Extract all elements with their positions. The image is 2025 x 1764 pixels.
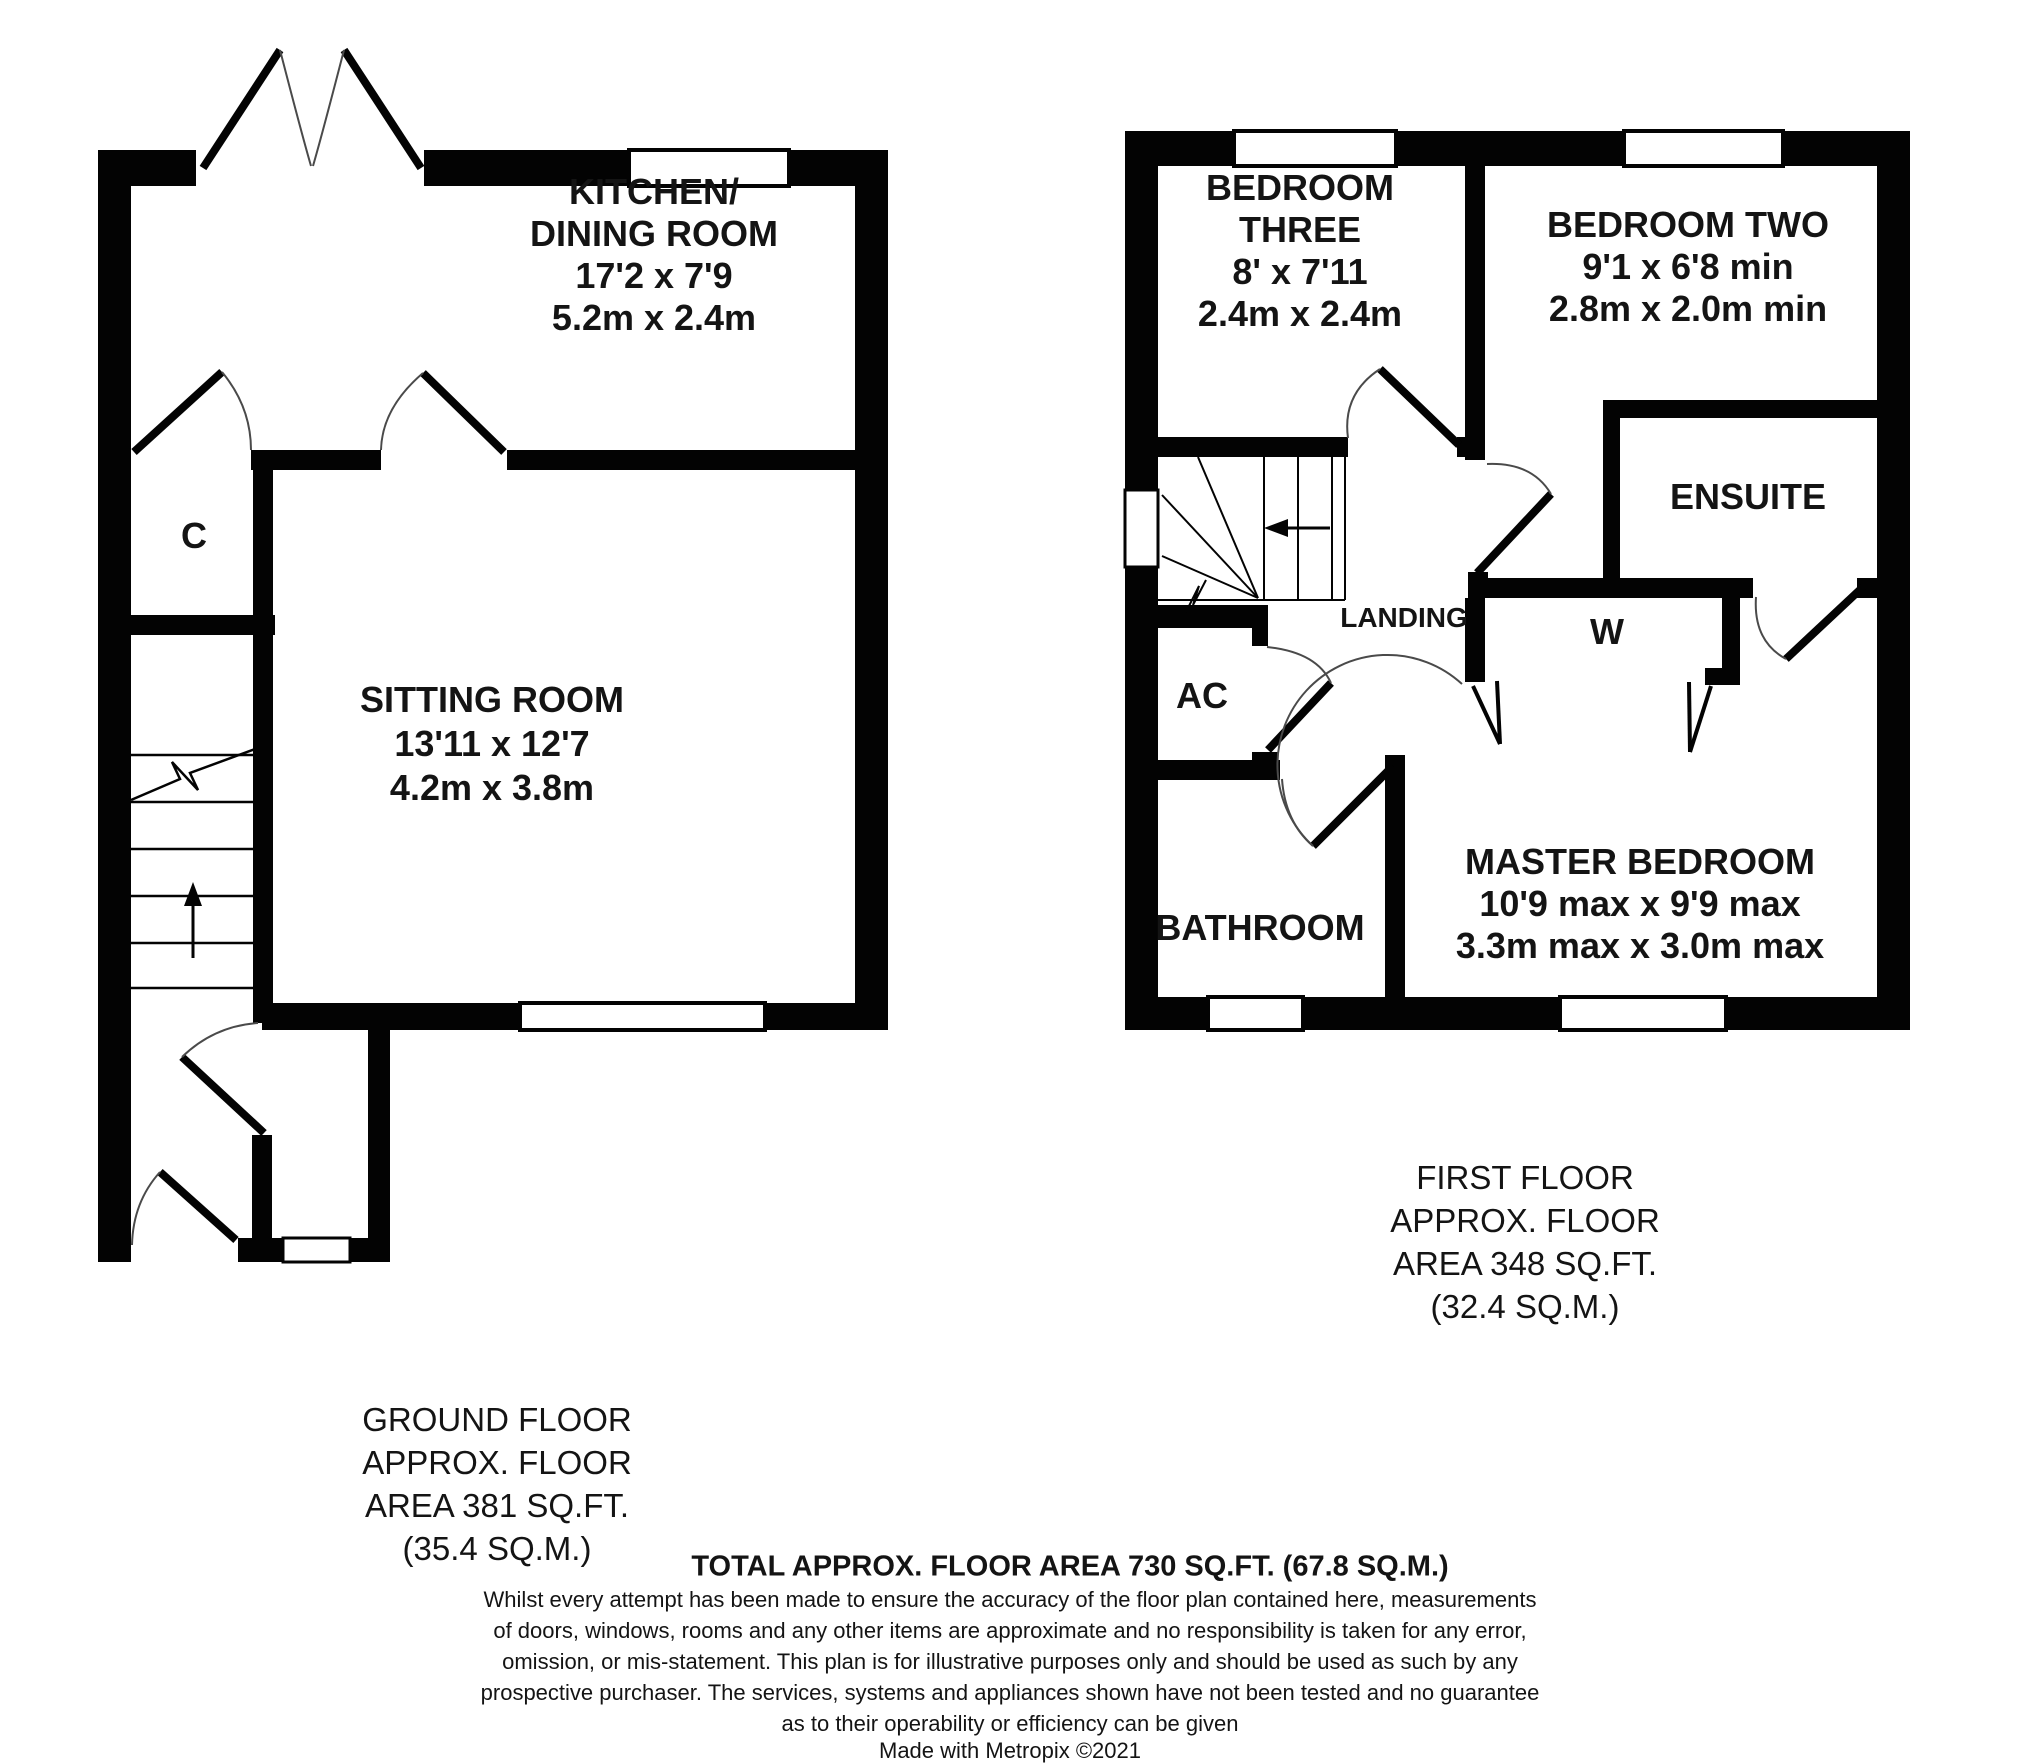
- ground-floor-stairs: [131, 749, 255, 988]
- bathroom-label: BATHROOM: [1155, 907, 1365, 948]
- gf-kitchen-door-leaf: [423, 373, 504, 452]
- first-floor-stairs: [1158, 457, 1345, 612]
- disclaimer-line-1: Whilst every attempt has been made to ensure the accuracy of the floor plan contained here, measurements: [483, 1587, 1537, 1612]
- ff-bathroom-door-swing: [1282, 779, 1313, 846]
- ff-bedroom3-south-wall: [1158, 437, 1348, 457]
- disclaimer-line-2: of doors, windows, rooms and any other items are approximate and no responsibility is taken for any error,: [493, 1618, 1527, 1643]
- gf-cupboard-door-leaf: [134, 372, 222, 452]
- ff-ac-door-jamb-top: [1252, 628, 1268, 646]
- kitchen-label-line2: DINING ROOM: [530, 213, 778, 254]
- gf-kitchen-divider-left: [251, 450, 381, 470]
- ff-left-wall-lower: [1125, 567, 1158, 1030]
- gf-kitchen-divider-right: [507, 450, 855, 470]
- ground-floor-doors: [132, 50, 504, 1245]
- ground-floor-caption-3: AREA 381 SQ.FT.: [364, 1487, 630, 1524]
- ff-stair-south-wall: [1125, 605, 1268, 628]
- gf-cupboard-wall: [131, 615, 275, 635]
- bedroom2-dims-imperial: 9'1 x 6'8 min: [1582, 246, 1794, 287]
- ground-floor-caption-1: GROUND FLOOR: [362, 1401, 632, 1438]
- ff-wardrobe-east-stub: [1705, 668, 1740, 685]
- first-floor-caption-1: FIRST FLOOR: [1416, 1159, 1634, 1196]
- gf-top-wall-right: [789, 150, 888, 186]
- ground-floor-caption-4: (35.4 SQ.M.): [402, 1530, 592, 1567]
- metropix-credit: Made with Metropix ©2021: [878, 1738, 1142, 1763]
- ff-bedroom3-door-jamb: [1457, 437, 1485, 457]
- first-floor-caption-2: APPROX. FLOOR: [1390, 1202, 1660, 1239]
- gf-bottom-wall-right: [765, 1003, 855, 1030]
- gf-french-door-left-leaf: [203, 50, 280, 168]
- gf-right-wall: [855, 186, 888, 1030]
- disclaimer-line-4: prospective purchaser. The services, systems and appliances shown have not been tested and no guarantee: [480, 1680, 1540, 1705]
- gf-porch-window: [283, 1238, 350, 1262]
- landing-label: LANDING: [1340, 602, 1468, 633]
- ff-master-west-wall: [1385, 755, 1405, 997]
- ff-bathroom-north-wall: [1125, 760, 1280, 780]
- gf-hall-door-leaf: [182, 1057, 264, 1133]
- ff-left-wall-upper: [1125, 166, 1158, 490]
- kitchen-dims-metric: 5.2m x 2.4m: [551, 297, 757, 338]
- ff-stair-window: [1125, 490, 1158, 567]
- master-dims-imperial: 10'9 max x 9'9 max: [1479, 883, 1801, 924]
- gf-left-wall: [98, 186, 131, 1262]
- ff-top-wall-left: [1125, 131, 1234, 166]
- kitchen-label-line1: KITCHEN/: [569, 171, 739, 212]
- gf-top-wall-left: [98, 150, 196, 186]
- kitchen-dims-imperial: 17'2 x 7'9: [575, 255, 733, 296]
- gf-front-door-leaf: [160, 1172, 236, 1240]
- wardrobe-label: W: [1590, 611, 1624, 652]
- ff-bottom-wall-left: [1125, 997, 1208, 1030]
- ff-master-door-swing: [1277, 655, 1462, 846]
- total-area-line: TOTAL APPROX. FLOOR AREA 730 SQ.FT. (67.8 SQ.M.): [691, 1550, 1449, 1583]
- ff-landing-south-wall: [1468, 578, 1753, 598]
- ff-bedroom3-door-leaf: [1380, 369, 1459, 445]
- cupboard-label: C: [181, 515, 207, 556]
- gf-stair-break-line: [131, 749, 255, 800]
- sitting-dims-imperial: 13'11 x 12'7: [394, 723, 590, 764]
- ff-ensuite-north-wall: [1603, 400, 1877, 418]
- gf-porch-bottom-right: [350, 1238, 390, 1262]
- airing-cupboard-label: AC: [1176, 675, 1228, 716]
- gf-porch-bottom-left: [238, 1238, 283, 1262]
- ff-bedroom-divider-wall: [1465, 166, 1485, 460]
- bedroom3-label-line2: THREE: [1238, 209, 1362, 250]
- gf-french-door-left-swing: [280, 50, 311, 166]
- ground-floor-caption-2: APPROX. FLOOR: [362, 1444, 632, 1481]
- bedroom3-dims-metric: 2.4m x 2.4m: [1197, 293, 1403, 334]
- gf-sitting-window: [520, 1003, 765, 1030]
- gf-french-door-right-swing: [313, 50, 344, 166]
- ff-bedroom2-door-leaf: [1477, 494, 1551, 573]
- sitting-dims-metric: 4.2m x 3.8m: [389, 767, 595, 808]
- bedroom2-dims-metric: 2.8m x 2.0m min: [1548, 288, 1828, 329]
- ff-ensuite-west-wall: [1603, 418, 1620, 578]
- gf-hall-door-swing: [182, 1023, 258, 1057]
- disclaimer-line-5: as to their operability or efficiency can be given: [781, 1711, 1239, 1736]
- ff-top-wall-mid: [1396, 131, 1624, 166]
- ensuite-label: ENSUITE: [1669, 476, 1827, 517]
- gf-sitting-west-wall: [253, 470, 273, 1023]
- ff-wardrobe-right-door-leaf: [1689, 682, 1690, 752]
- ff-bottom-wall-mid: [1303, 997, 1560, 1030]
- ff-wardrobe-east-wall: [1722, 598, 1740, 668]
- gf-cupboard-door-swing: [222, 372, 251, 450]
- master-bedroom-label: MASTER BEDROOM: [1465, 841, 1815, 882]
- ff-top-wall-right: [1783, 131, 1910, 166]
- gf-hall-stub-wall: [252, 1135, 272, 1238]
- first-floor-caption-3: AREA 348 SQ.FT.: [1392, 1245, 1658, 1282]
- ff-bedroom3-window: [1234, 131, 1396, 166]
- gf-bottom-wall-left: [262, 1003, 520, 1030]
- ff-wardrobe-west-wall: [1465, 598, 1485, 682]
- bedroom3-dims-imperial: 8' x 7'11: [1232, 251, 1368, 292]
- bedroom3-label-line1: BEDROOM: [1206, 167, 1394, 208]
- ff-bedroom3-door-swing: [1347, 369, 1380, 438]
- ff-right-wall: [1877, 166, 1910, 1030]
- ff-bathroom-door-leaf: [1313, 766, 1393, 846]
- ff-bedroom2-door-swing: [1487, 464, 1551, 494]
- first-floor-caption-4: (32.4 SQ.M.): [1430, 1288, 1620, 1325]
- ff-ac-door-leaf: [1268, 683, 1331, 750]
- gf-front-door-swing: [132, 1172, 160, 1245]
- ff-master-window: [1560, 997, 1726, 1030]
- disclaimer-line-3: omission, or mis-statement. This plan is for illustrative purposes only and should be used as such by any: [502, 1649, 1518, 1674]
- bedroom2-label: BEDROOM TWO: [1547, 204, 1829, 245]
- ff-ensuite-door-swing: [1756, 597, 1786, 659]
- gf-french-door-right-leaf: [344, 50, 421, 168]
- gf-kitchen-door-swing: [381, 373, 423, 450]
- ff-bathroom-window: [1208, 997, 1303, 1030]
- gf-porch-east-wall: [368, 1030, 390, 1262]
- sitting-room-label: SITTING ROOM: [360, 679, 624, 720]
- ff-ensuite-door-leaf: [1786, 587, 1863, 659]
- master-dims-metric: 3.3m max x 3.0m max: [1455, 925, 1825, 966]
- ff-bottom-wall-right: [1726, 997, 1910, 1030]
- ff-bedroom2-window: [1624, 131, 1783, 166]
